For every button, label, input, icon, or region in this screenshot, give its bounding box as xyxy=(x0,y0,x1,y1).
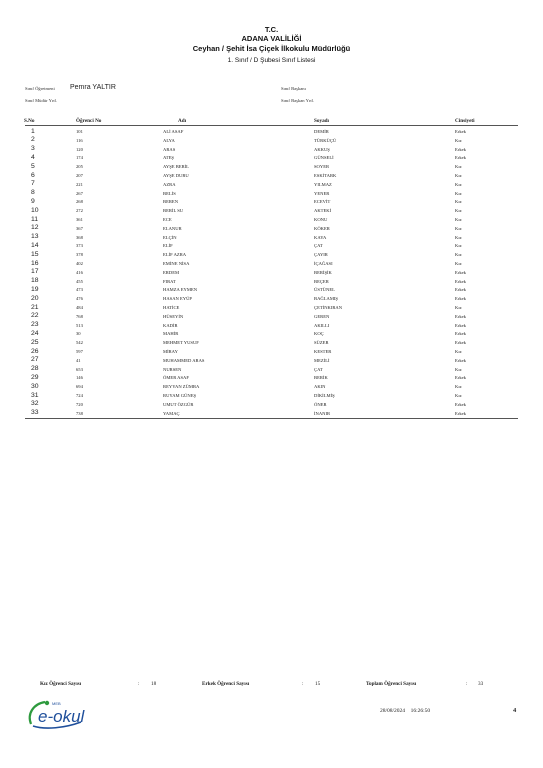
girls-count-value: 18 xyxy=(151,681,157,687)
cell-stno: 207 xyxy=(76,173,83,178)
cell-stno: 205 xyxy=(76,164,83,170)
teacher-value: Pemra YALTIR xyxy=(70,84,116,91)
table-row xyxy=(0,189,543,198)
cell-surname: TÜRKÜÇÜ xyxy=(314,137,337,143)
cell-stno: 724 xyxy=(76,393,83,398)
cell-name: HATİCE xyxy=(163,305,180,310)
table-row xyxy=(0,197,543,206)
cell-no: 15 xyxy=(31,250,39,258)
cell-no: 11 xyxy=(31,215,39,223)
cell-gender: Kız xyxy=(455,393,462,398)
cell-gender: Erkek xyxy=(455,357,466,363)
cell-gender: Erkek xyxy=(455,331,466,337)
cell-name: FIRAT xyxy=(163,278,176,284)
cell-stno: 361 xyxy=(76,217,83,222)
cell-stno: 41 xyxy=(76,357,81,363)
cell-stno: 720 xyxy=(76,401,83,407)
class-president-label: Sınıf Başkanı xyxy=(281,86,306,91)
cell-gender: Erkek xyxy=(455,401,466,407)
cell-name: BERİL SU xyxy=(163,208,184,214)
cell-stno: 373 xyxy=(76,243,83,249)
table-row xyxy=(0,171,543,180)
table-row xyxy=(0,373,543,382)
cell-stno: 174 xyxy=(76,155,83,161)
table-row xyxy=(0,180,543,189)
boys-count-value: 15 xyxy=(315,681,321,687)
cell-name: ELÇİN xyxy=(163,234,177,240)
cell-name: ÖMER ASAF xyxy=(163,375,189,381)
col-header-surname: Soyadı xyxy=(314,118,329,124)
cell-name: RUYAM GÜNEŞ xyxy=(163,393,197,398)
cell-no: 30 xyxy=(31,382,39,390)
cell-stno: 476 xyxy=(76,296,83,302)
cell-no: 10 xyxy=(31,206,39,214)
cell-gender: Kız xyxy=(455,199,462,205)
cell-stno: 367 xyxy=(76,225,83,231)
cell-surname: SÜZER xyxy=(314,340,329,346)
table-row xyxy=(0,347,543,356)
cell-gender: Kız xyxy=(455,164,462,170)
logo-meb: MEB xyxy=(52,701,61,706)
table-row xyxy=(0,268,543,277)
col-header-student-no: Öğrenci No xyxy=(76,118,102,124)
cell-gender: Kız xyxy=(455,252,462,258)
cell-name: ERDEM xyxy=(163,269,180,275)
table-row xyxy=(0,241,543,250)
table-row xyxy=(0,391,543,400)
cell-stno: 378 xyxy=(76,252,83,258)
table-row xyxy=(0,312,543,321)
cell-surname: KONU xyxy=(314,217,328,222)
cell-no: 3 xyxy=(31,145,35,153)
cell-name: HAMZA EYMEN xyxy=(163,287,198,293)
cell-gender: Erkek xyxy=(455,313,466,319)
boys-count-sep: : xyxy=(302,681,304,687)
cell-stno: 513 xyxy=(76,322,83,328)
table-row xyxy=(0,329,543,338)
cell-stno: 267 xyxy=(76,190,83,196)
cell-stno: 268 xyxy=(76,199,83,205)
table-row xyxy=(0,136,543,145)
print-date: 28/08/2024 xyxy=(380,708,406,714)
cell-surname: ESKİTARK xyxy=(314,173,337,178)
table-row xyxy=(0,224,543,233)
cell-no: 13 xyxy=(31,233,39,241)
table-row xyxy=(0,400,543,409)
cell-surname: YENER xyxy=(314,190,330,196)
cell-no: 25 xyxy=(31,338,39,346)
cell-surname: SOYER xyxy=(314,164,330,170)
cell-name: MEHMET YUSUF xyxy=(163,340,199,346)
header-school: Ceyhan / Şehit İsa Çiçek İlkokulu Müdürlüğü xyxy=(192,44,351,53)
cell-stno: 542 xyxy=(76,340,83,346)
cell-stno: 101 xyxy=(76,129,83,134)
cell-stno: 473 xyxy=(76,287,83,293)
table-row xyxy=(0,356,543,365)
cell-no: 22 xyxy=(31,312,39,320)
cell-no: 31 xyxy=(31,391,39,399)
table-row xyxy=(0,294,543,303)
cell-no: 29 xyxy=(31,373,39,381)
class-vice-president-label: Sınıf Başkan Yrd. xyxy=(281,98,314,103)
cell-gender: Kız xyxy=(455,208,462,214)
cell-gender: Erkek xyxy=(455,155,466,161)
table-row xyxy=(0,285,543,294)
table-row xyxy=(0,233,543,242)
cell-no: 17 xyxy=(31,268,39,276)
cell-name: HÜSEYİN xyxy=(163,313,184,319)
cell-surname: KAYA xyxy=(314,234,327,240)
col-header-name: Adı xyxy=(178,118,187,124)
cell-surname: BERİK xyxy=(314,375,328,381)
cell-name: ALİ ASAF xyxy=(163,129,184,134)
cell-gender: Kız xyxy=(455,217,462,222)
cell-surname: GEREN xyxy=(314,313,330,319)
total-count-value: 33 xyxy=(478,681,484,687)
cell-stno: 146 xyxy=(76,375,83,381)
cell-no: 24 xyxy=(31,329,39,337)
table-row xyxy=(0,250,543,259)
cell-name: ELANUR xyxy=(163,225,182,231)
cell-gender: Kız xyxy=(455,349,462,354)
cell-no: 4 xyxy=(31,153,35,161)
cell-stno: 30 xyxy=(76,331,81,337)
col-header-no: S.No xyxy=(24,118,35,124)
table-bottom-divider xyxy=(25,418,518,419)
cell-surname: ÇAT xyxy=(314,243,323,249)
cell-surname: ÇAT xyxy=(314,366,323,372)
print-datetime xyxy=(380,708,430,714)
cell-surname: AKIN xyxy=(314,384,326,390)
cell-no: 9 xyxy=(31,197,35,205)
print-time: 16:26:50 xyxy=(410,708,431,714)
total-count-sep: : xyxy=(466,681,468,687)
header-class-list-title: 1. Sınıf / D Şubesi Sınıf Listesi xyxy=(227,57,316,64)
cell-name: BEREN xyxy=(163,199,179,205)
cell-name: AYŞE DURU xyxy=(163,173,189,178)
cell-surname: KESTER xyxy=(314,349,332,354)
cell-name: KADİR xyxy=(163,322,178,328)
cell-no: 19 xyxy=(31,285,39,293)
cell-no: 6 xyxy=(31,171,35,179)
cell-gender: Erkek xyxy=(455,322,466,328)
cell-gender: Kız xyxy=(455,243,462,249)
header-tc: T.C. xyxy=(264,25,279,34)
cell-stno: 402 xyxy=(76,261,83,266)
cell-name: BELİS xyxy=(163,190,176,196)
cell-name: EMİNE NİSA xyxy=(163,261,190,266)
cell-gender: Kız xyxy=(455,366,462,372)
cell-no: 5 xyxy=(31,162,35,170)
table-row xyxy=(0,206,543,215)
table-row xyxy=(0,382,543,391)
cell-name: AZRA xyxy=(163,181,176,187)
table-row xyxy=(0,277,543,286)
cell-surname: İNANIR xyxy=(314,410,331,416)
cell-stno: 738 xyxy=(76,410,83,416)
cell-no: 1 xyxy=(31,127,35,135)
girls-count-label: Kız Öğrenci Sayısı xyxy=(40,681,82,687)
cell-name: ALYA xyxy=(163,137,175,143)
boys-count-label: Erkek Öğrenci Sayısı xyxy=(202,681,250,687)
cell-stno: 653 xyxy=(76,366,83,372)
cell-name: ELİF xyxy=(163,243,173,249)
cell-stno: 368 xyxy=(76,234,83,240)
cell-stno: 116 xyxy=(76,137,83,143)
cell-gender: Kız xyxy=(455,384,462,390)
table-row xyxy=(0,127,543,136)
table-row xyxy=(0,321,543,330)
girls-count-sep: : xyxy=(138,681,140,687)
cell-no: 21 xyxy=(31,303,39,311)
cell-surname: AKKUŞ xyxy=(314,146,330,152)
cell-name: ATEŞ xyxy=(163,155,174,161)
table-row xyxy=(0,162,543,171)
cell-gender: Erkek xyxy=(455,287,466,293)
cell-stno: 221 xyxy=(76,181,83,187)
cell-gender: Kız xyxy=(455,137,462,143)
cell-surname: ÇETİNKIRAN xyxy=(314,305,343,310)
cell-no: 8 xyxy=(31,189,35,197)
cell-name: ELİF AZRA xyxy=(163,252,187,258)
table-row xyxy=(0,409,543,418)
cell-gender: Erkek xyxy=(455,410,466,416)
cell-name: MAHİR xyxy=(163,331,179,337)
teacher-label: Sınıf Öğretmeni xyxy=(25,86,55,91)
cell-gender: Erkek xyxy=(455,129,466,134)
cell-gender: Kız xyxy=(455,173,462,178)
table-row xyxy=(0,365,543,374)
cell-name: ECE xyxy=(163,217,172,222)
cell-stno: 120 xyxy=(76,146,83,152)
cell-no: 2 xyxy=(31,136,35,144)
cell-surname: ÇAYIR xyxy=(314,252,328,258)
cell-no: 28 xyxy=(31,365,39,373)
cell-no: 7 xyxy=(31,180,35,188)
table-row xyxy=(0,145,543,154)
cell-surname: AKTEKİ xyxy=(314,208,332,214)
cell-surname: ÖNER xyxy=(314,401,327,407)
cell-gender: Kız xyxy=(455,225,462,231)
header-province: ADANA VALİLİĞİ xyxy=(241,34,302,43)
cell-surname: YILMAZ xyxy=(314,181,332,187)
cell-no: 16 xyxy=(31,259,39,267)
cell-no: 23 xyxy=(31,321,39,329)
cell-name: AYŞE BERİL xyxy=(163,164,189,170)
cell-gender: Kız xyxy=(455,181,462,187)
cell-gender: Erkek xyxy=(455,296,466,302)
cell-stno: 597 xyxy=(76,349,83,354)
cell-stno: 484 xyxy=(76,305,83,310)
cell-name: HASAN EYÜP xyxy=(163,296,192,302)
cell-no: 14 xyxy=(31,241,39,249)
total-count-label: Toplam Öğrenci Sayısı xyxy=(366,681,417,687)
cell-gender: Kız xyxy=(455,190,462,196)
cell-surname: BAĞLAMIŞ xyxy=(314,296,338,302)
cell-no: 27 xyxy=(31,356,39,364)
cell-stno: 694 xyxy=(76,384,83,390)
cell-name: MİRAY xyxy=(163,349,178,354)
page-number: 4 xyxy=(513,707,517,714)
col-header-gender: Cinsiyeti xyxy=(455,118,475,124)
cell-name: UMUT ÖZGÜR xyxy=(163,401,194,407)
cell-gender: Kız xyxy=(455,261,462,266)
cell-surname: KOÇ xyxy=(314,331,324,337)
table-header xyxy=(0,117,543,125)
cell-stno: 416 xyxy=(76,269,83,275)
cell-surname: MEZİLİ xyxy=(314,357,330,363)
header-divider xyxy=(25,125,518,126)
cell-no: 26 xyxy=(31,347,39,355)
cell-gender: Erkek xyxy=(455,340,466,346)
cell-surname: GÜNSELİ xyxy=(314,155,334,161)
cell-surname: AKILLI xyxy=(314,322,330,328)
cell-surname: KÖKER xyxy=(314,225,330,231)
cell-name: REYYAN ZÜMRA xyxy=(163,384,200,390)
cell-no: 12 xyxy=(31,224,39,232)
cell-surname: DEMİR xyxy=(314,129,329,134)
cell-no: 32 xyxy=(31,400,39,408)
cell-surname: DİKİLMİŞ xyxy=(314,393,335,398)
cell-gender: Erkek xyxy=(455,375,466,381)
cell-name: ARAS xyxy=(163,146,176,152)
eokul-logo-text: e-okul xyxy=(38,707,85,726)
cell-gender: Kız xyxy=(455,305,462,310)
cell-surname: BERİŞİK xyxy=(314,269,332,275)
cell-no: 18 xyxy=(31,277,39,285)
cell-surname: ÜSTÜNEL xyxy=(314,287,335,293)
logo-dot xyxy=(45,701,49,705)
table-row xyxy=(0,303,543,312)
cell-stno: 768 xyxy=(76,313,83,319)
table-row xyxy=(0,215,543,224)
cell-stno: 272 xyxy=(76,208,83,214)
table-row xyxy=(0,153,543,162)
vice-principal-label: Sınıf Müdür Yrd. xyxy=(25,98,57,103)
cell-gender: Kız xyxy=(455,234,462,240)
cell-name: YAMAÇ xyxy=(163,410,180,416)
cell-gender: Erkek xyxy=(455,269,466,275)
cell-no: 33 xyxy=(31,409,39,417)
table-row xyxy=(0,338,543,347)
cell-stno: 455 xyxy=(76,278,83,284)
cell-gender: Erkek xyxy=(455,146,466,152)
cell-gender: Erkek xyxy=(455,278,466,284)
cell-name: NURSEN xyxy=(163,366,182,372)
cell-surname: İÇAĞASI xyxy=(314,261,333,266)
table-row xyxy=(0,259,543,268)
cell-surname: ECEVİT xyxy=(314,199,331,205)
cell-surname: BEÇER xyxy=(314,278,329,284)
cell-no: 20 xyxy=(31,294,39,302)
cell-name: MUHAMMED ARAS xyxy=(163,357,205,363)
